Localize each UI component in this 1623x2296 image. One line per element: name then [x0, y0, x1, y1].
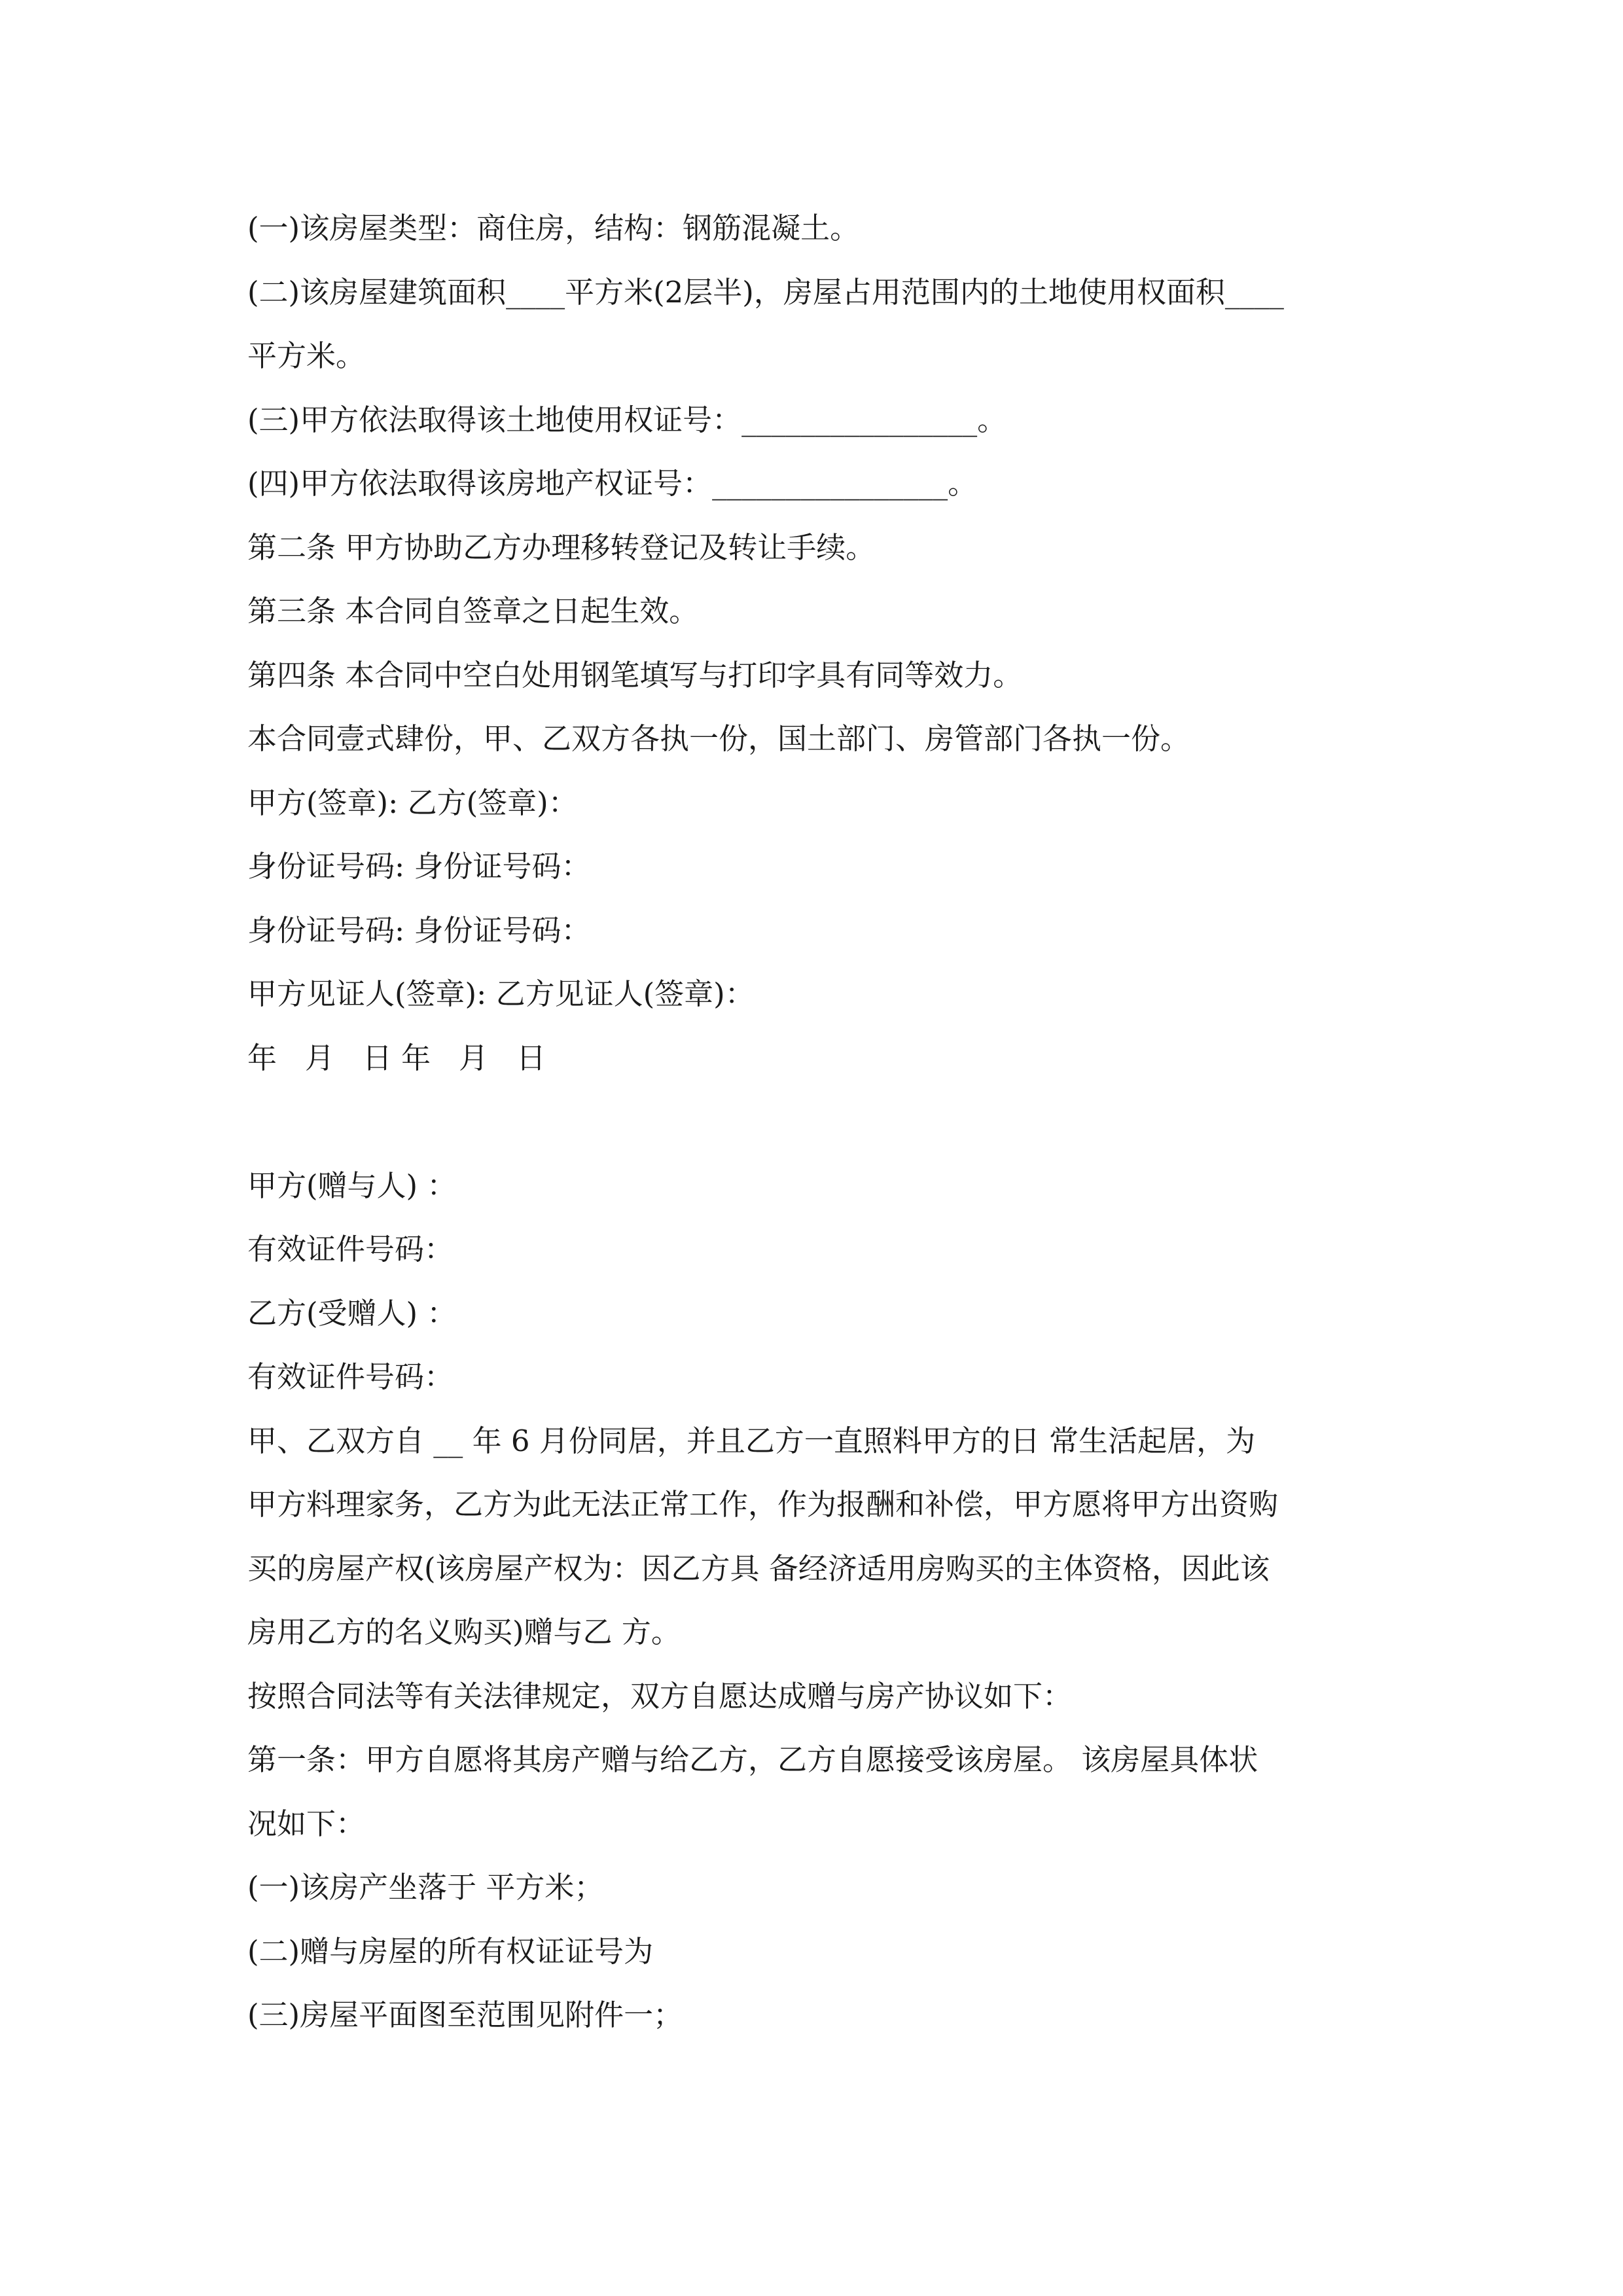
donor-id-number: 有效证件号码： — [247, 1232, 454, 1266]
section-gap — [247, 1090, 1380, 1154]
witness-signature-line: 甲方见证人(签章): 乙方见证人(签章)： — [247, 977, 755, 1011]
clause-property-cert: (四)甲方依法取得该房地产权证号：________________。 — [247, 466, 978, 501]
recital-line-2: 甲方料理家务，乙方为此无法正常工作，作为报酬和补偿，甲方愿将甲方出资购 — [247, 1487, 1279, 1522]
donee-id-number: 有效证件号码： — [247, 1359, 454, 1394]
copies-statement: 本合同壹式肆份，甲、乙双方各执一份，国土部门、房管部门各执一份。 — [247, 721, 1190, 756]
clause-floor-plan: (三)房屋平面图至范围见附件一； — [247, 1998, 683, 2032]
donee-party: 乙方(受赠人) ： — [247, 1295, 457, 1331]
signature-line: 甲方(签章): 乙方(签章)： — [247, 785, 578, 820]
id-number-line-2: 身份证号码: 身份证号码： — [247, 912, 591, 948]
article-one: 第一条：甲方自愿将其房产赠与给乙方，乙方自愿接受该房屋。 该房屋具体状 — [247, 1742, 1258, 1777]
date-line: 年 月 日 年 月 日 — [247, 1040, 546, 1075]
clause-land-use-cert: (三)甲方依法取得该土地使用权证号：________________。 — [247, 402, 1007, 437]
clause-building-area: (二)该房屋建筑面积____平方米(2层半)，房屋占用范围内的土地使用权面积____ — [247, 274, 1284, 310]
id-number-line-1: 身份证号码: 身份证号码： — [247, 849, 591, 884]
recital-line-4: 房用乙方的名义购买)赠与乙 方。 — [247, 1615, 681, 1649]
article-four: 第四条 本合同中空白处用钢笔填写与打印字具有同等效力。 — [247, 657, 1023, 692]
article-one-cont: 况如下： — [247, 1806, 366, 1841]
clause-building-area-cont: 平方米。 — [247, 338, 366, 373]
article-three: 第三条 本合同自签章之日起生效。 — [247, 594, 699, 628]
donor-party: 甲方(赠与人) ： — [247, 1168, 457, 1203]
clause-property-location: (一)该房产坐落于 平方米； — [247, 1870, 604, 1905]
recital-line-1: 甲、乙双方自 __ 年 6 月份同居，并且乙方一直照料甲方的日 常生活起居，为 — [247, 1423, 1256, 1458]
agreement-basis: 按照合同法等有关法律规定，双方自愿达成赠与房产协议如下： — [247, 1678, 1073, 1713]
recital-line-3: 买的房屋产权(该房屋产权为：因乙方具 备经济适用房购买的主体资格，因此该 — [247, 1551, 1270, 1586]
document-body — [247, 196, 1380, 2047]
clause-house-type: (一)该房屋类型：商住房，结构：钢筋混凝土。 — [247, 211, 860, 245]
article-two: 第二条 甲方协助乙方办理移转登记及转让手续。 — [247, 529, 876, 565]
clause-ownership-cert: (二)赠与房屋的所有权证证号为 — [247, 1933, 654, 1969]
